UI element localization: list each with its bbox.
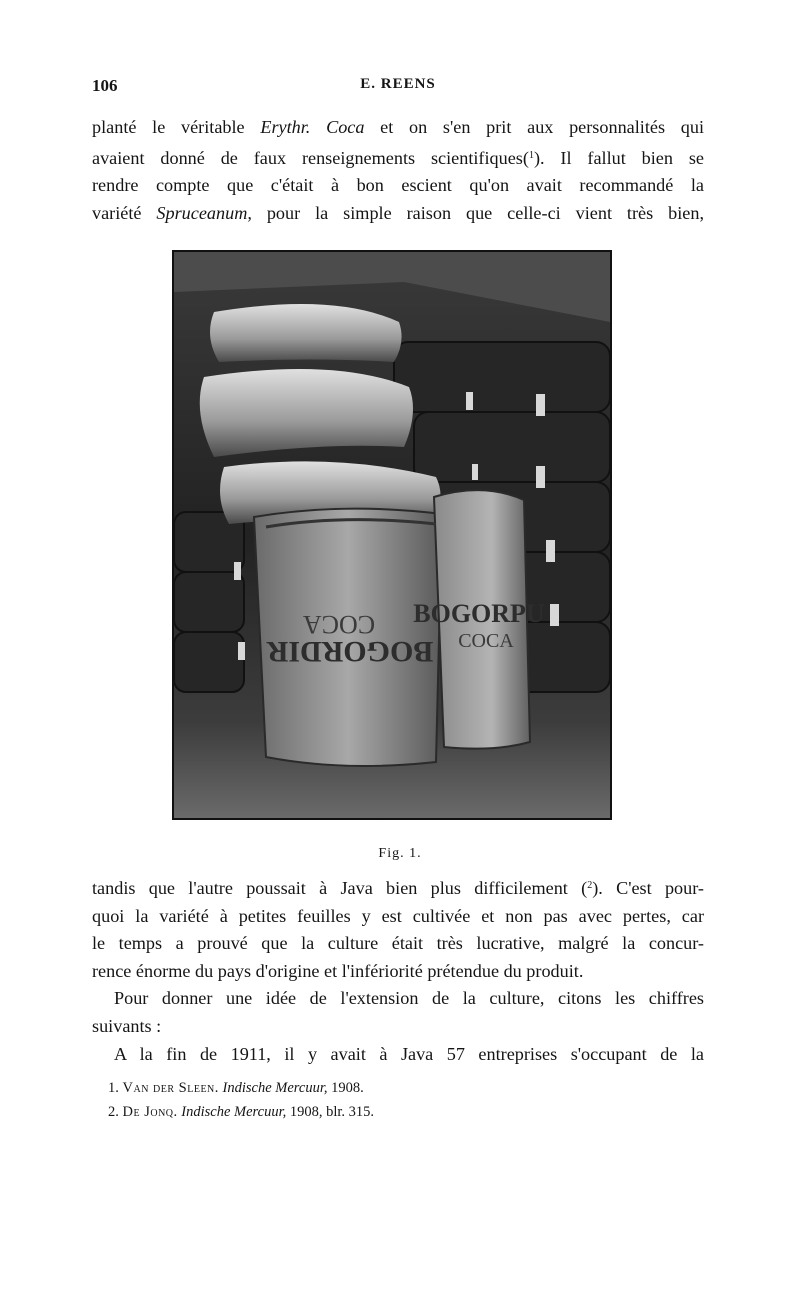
paragraph-1-line-4: variété Spruceanum, pour la simple raison que celle-ci vient très bien,	[92, 202, 704, 223]
paragraph-1-line-2: avaient donné de faux renseignements scientifiques($^1$). Il fallut bien se	[92, 147, 704, 168]
paragraph-2-line-2: quoi la variété à petites feuilles y est cultivée et non pas avec pertes, car	[92, 905, 704, 926]
paragraph-2-line-3: le temps a prouvé que la culture était très lucrative, malgré la concur-	[92, 933, 704, 954]
sack-stencil-4: COCA	[458, 630, 514, 652]
paragraph-1	[92, 114, 704, 227]
sack-stencil-2: COCA	[302, 610, 376, 639]
paragraph-2-line-1: tandis que l'autre poussait à Java bien plus difficilement ($^2$). C'est pour-	[92, 878, 704, 898]
footnote-ref-1[interactable]: 1	[528, 149, 534, 161]
footnote-1: 1. Van der Sleen. Indische Mercuur, 1908.	[108, 1080, 364, 1096]
running-head-author: E. REENS	[360, 76, 436, 92]
paragraph-3-line-2: suivants :	[92, 1015, 162, 1036]
sack-stencil-1: BOGORDIR	[266, 635, 434, 668]
paragraph-1-line-3: rendre compte que c'était à bon escient qu'on avait recommandé la	[92, 175, 704, 196]
figure-photograph	[172, 250, 612, 820]
coca-sacks-photo	[174, 252, 610, 818]
sack-stencil-3: BOGORPU	[413, 599, 545, 628]
footnote-2: 2. De Jonq. Indische Mercuur, 1908, blr. 315.	[108, 1104, 375, 1120]
figure-caption: Fig. 1.	[378, 846, 422, 861]
running-head	[92, 76, 704, 100]
paragraph-1-line-1: planté le véritable Erythr. Coca et on s'en prit aux personnalités qui	[92, 117, 705, 137]
paragraph-3-line-1: Pour donner une idée de l'extension de la culture, citons les chiffres	[114, 988, 704, 1009]
paragraph-2-line-4: rence énorme du pays d'origine et l'infériorité prétendue du produit.	[92, 960, 584, 981]
footnotes	[108, 1076, 668, 1124]
footnote-ref-2[interactable]: 2	[587, 880, 593, 891]
paragraph-4-line-1: A la fin de 1911, il y avait à Java 57 entreprises s'occupant de la	[114, 1043, 704, 1064]
paragraph-2	[92, 872, 704, 1068]
page-number: 106	[92, 76, 118, 95]
